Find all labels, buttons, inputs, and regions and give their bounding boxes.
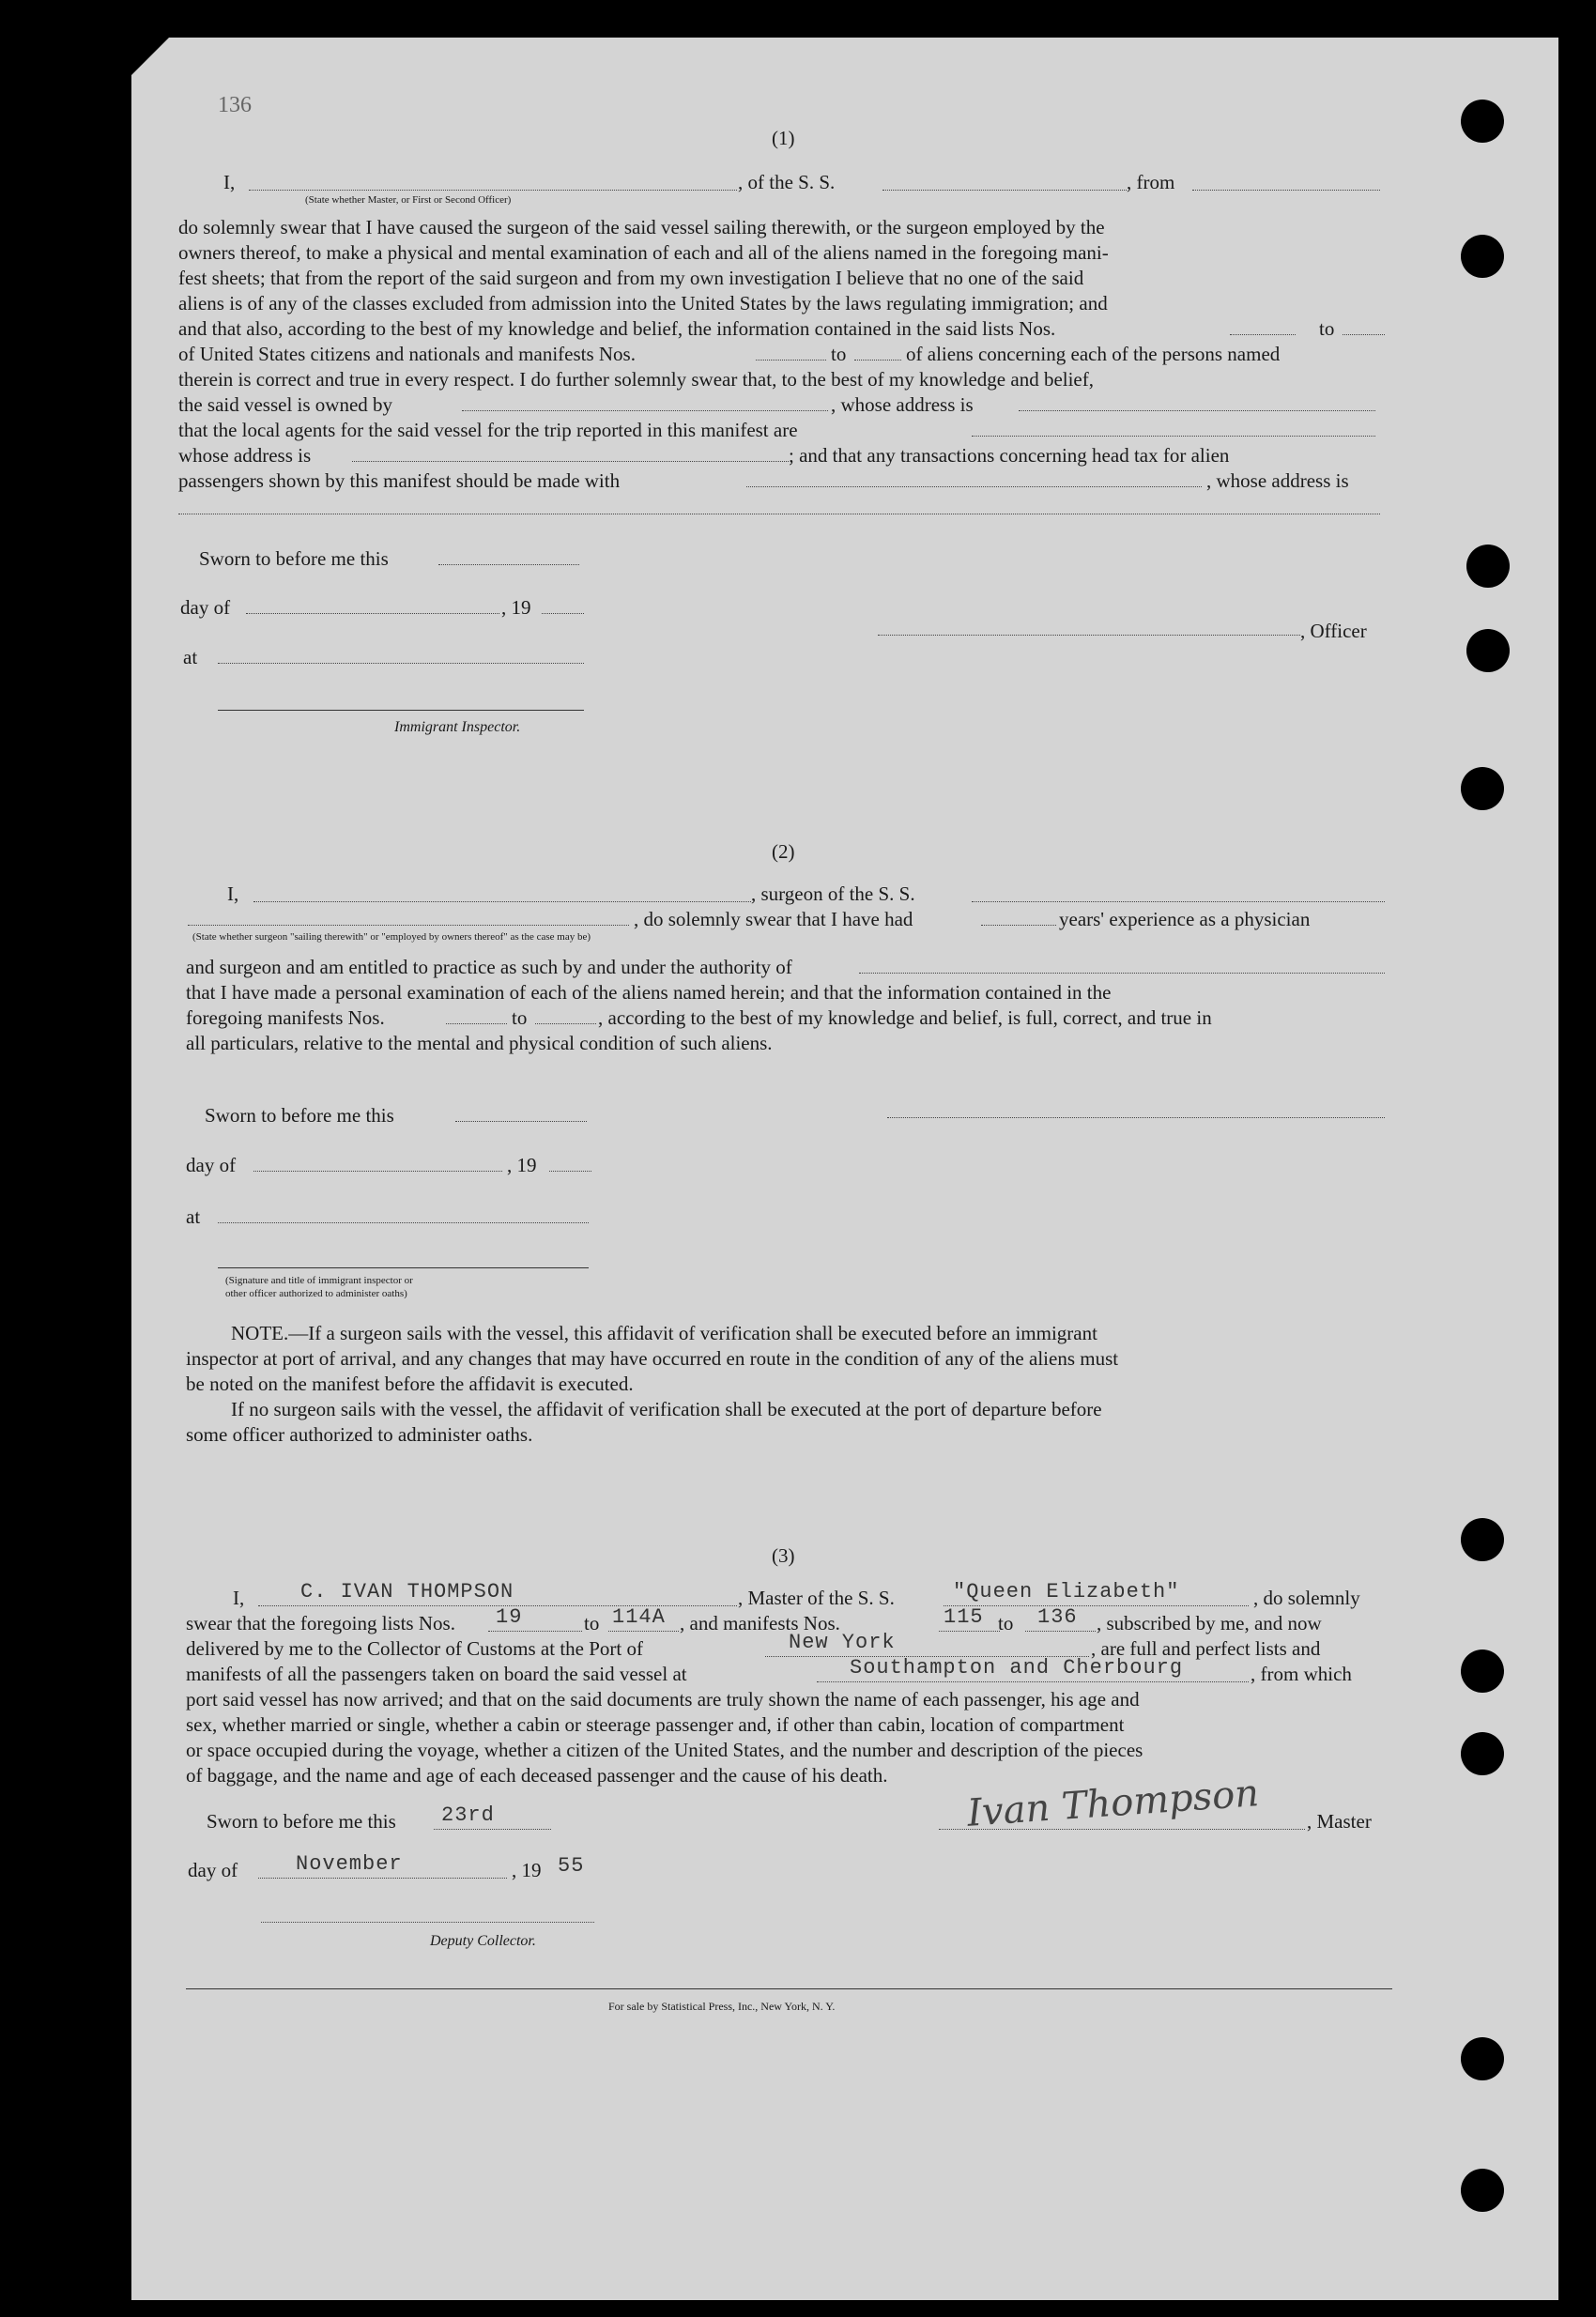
s3-line-8: of baggage, and the name and age of each deceased passenger and the cause of his death. [186, 1764, 888, 1787]
s1-whose-address-2: , whose address is [1206, 469, 1349, 492]
s1-para-line-4: aliens is of any of the classes excluded from admission into the United States by the laws regulating immigration; and [178, 292, 1108, 315]
s1-name-blank [249, 190, 737, 191]
binder-hole-2 [1461, 235, 1504, 278]
s2-years-blank [981, 925, 1056, 926]
section-2-heading: (2) [772, 840, 795, 863]
s3-list-from: 19 [496, 1605, 523, 1629]
s3-man-to: 136 [1037, 1605, 1078, 1629]
page-number-note: 136 [218, 93, 252, 117]
s3-list-to: 114A [612, 1605, 666, 1629]
s1-to-word-1: to [1319, 317, 1335, 340]
s2-to-word: to [512, 1006, 528, 1029]
s3-deputy-label: Deputy Collector. [430, 1933, 536, 1949]
s1-agents-blank [972, 436, 1375, 437]
s2-line-3: foregoing manifests Nos. [186, 1006, 385, 1029]
section-1-heading: (1) [772, 127, 795, 149]
s2-years: years' experience as a physician [1059, 908, 1311, 930]
s1-para-line-3: fest sheets; that from the report of the said surgeon and from my own investigation I believe that no one of the said [178, 267, 1084, 289]
s3-line-3a: delivered by me to the Collector of Customs at the Port of [186, 1637, 643, 1660]
s2-line-1: and surgeon and am entitled to practice as such by and under the authority of [186, 956, 792, 978]
s2-day-of: day of [186, 1154, 237, 1176]
s2-line-2: that I have made a personal examination of each of the aliens named herein; and that the information contained in the [186, 981, 1112, 1004]
s3-master-of: , Master of the S. S. [738, 1587, 895, 1609]
s1-inspector-label: Immigrant Inspector. [394, 719, 521, 735]
s2-note-line-5: some officer authorized to administer oaths. [186, 1423, 533, 1446]
s1-para-line-2: owners thereof, to make a physical and mental examination of each and all of the aliens named in the foregoing mani- [178, 241, 1109, 264]
s3-port: New York [789, 1631, 896, 1654]
s1-agent-address-blank [352, 461, 789, 462]
s2-surgeon-status-blank [188, 925, 629, 926]
binder-hole-1 [1461, 100, 1504, 143]
s3-man-from-blank [939, 1631, 1000, 1632]
s3-line-4a: manifests of all the passengers taken on board the said vessel at [186, 1663, 687, 1685]
s2-manifest-from-blank [446, 1023, 507, 1024]
s2-name-blank [253, 901, 751, 902]
s3-month-blank [258, 1878, 507, 1879]
s1-year-blank [542, 613, 584, 614]
s3-subscribed: , subscribed by me, and now [1097, 1612, 1322, 1634]
s1-whose-address: , whose address is [831, 393, 974, 416]
s2-month-blank [253, 1171, 502, 1172]
s3-departure-blank [817, 1681, 1249, 1682]
s1-to-word-2: to [831, 343, 847, 365]
s1-master-caption: (State whether Master, or First or Second Officer) [305, 194, 512, 206]
s1-para-line-11: passengers shown by this manifest should be made with [178, 469, 621, 492]
s1-sworn-label: Sworn to before me this [199, 547, 389, 570]
s1-aliens-text: of aliens concerning each of the persons named [906, 343, 1281, 365]
s1-month-blank [246, 613, 499, 614]
s2-at: at [186, 1205, 201, 1228]
s2-note-line-1: NOTE.—If a surgeon sails with the vessel, this affidavit of verification shall be executed before an immigrant [231, 1322, 1097, 1344]
s1-of-ss: , of the S. S. [738, 171, 836, 193]
s3-list-from-blank [488, 1631, 582, 1632]
s1-from-blank [1192, 190, 1380, 191]
s3-deputy-blank [261, 1922, 594, 1923]
s3-and-manifests: , and manifests Nos. [680, 1612, 840, 1634]
s2-note-line-3: be noted on the manifest before the affidavit is executed. [186, 1373, 634, 1395]
s1-officer-label: , Officer [1300, 620, 1367, 642]
s1-at: at [183, 646, 198, 668]
s1-para-line-5: and that also, according to the best of my knowledge and belief, the information contained in the said lists Nos. [178, 317, 1056, 340]
s1-owner-blank [462, 410, 828, 411]
s2-caption: (State whether surgeon "sailing therewith" or "employed by owners thereof" as the case may be) [192, 931, 591, 943]
footer-rule [186, 1988, 1392, 1989]
binder-hole-5 [1461, 767, 1504, 810]
s3-year-prefix: , 19 [512, 1859, 542, 1881]
s3-ship-blank [944, 1605, 1249, 1606]
s1-from: , from [1127, 171, 1175, 193]
s3-list-to-blank [608, 1631, 679, 1632]
binder-hole-7 [1461, 1650, 1504, 1693]
s2-i-label: I, [227, 882, 239, 905]
binder-hole-8 [1461, 1732, 1504, 1775]
s2-ship-blank [972, 901, 1385, 902]
s3-line-4b: , from which [1251, 1663, 1352, 1685]
s2-signature-blank [887, 1117, 1385, 1118]
binder-hole-4 [1466, 629, 1510, 672]
s3-ship-name: "Queen Elizabeth" [953, 1580, 1180, 1603]
s1-at-blank [218, 663, 584, 664]
s3-year-suffix: 55 [558, 1854, 585, 1878]
s1-sworn-blank [438, 564, 579, 565]
s1-day-of: day of [180, 596, 231, 619]
s3-day-of: day of [188, 1859, 238, 1881]
s2-sig-caption-2: other officer authorized to administer oaths) [225, 1288, 407, 1299]
s2-sworn-blank [455, 1121, 587, 1122]
s2-year-label: , 19 [507, 1154, 537, 1176]
s1-manifest-from-blank [756, 360, 826, 361]
s2-sworn-line: , do solemnly swear that I have had [634, 908, 913, 930]
s3-sworn-label: Sworn to before me this [207, 1810, 396, 1833]
binder-hole-9 [1461, 2037, 1504, 2080]
s1-year-label: , 19 [501, 596, 531, 619]
s3-man-from: 115 [944, 1605, 984, 1629]
s3-line-2a: swear that the foregoing lists Nos. [186, 1612, 455, 1634]
s2-according: , according to the best of my knowledge and belief, is full, correct, and true in [598, 1006, 1212, 1029]
s3-master-label: , Master [1307, 1810, 1372, 1833]
s3-master-sig-blank [939, 1829, 1305, 1830]
s1-manifest-to-blank [854, 360, 901, 361]
s2-year-blank [549, 1171, 591, 1172]
s2-sig-caption-1: (Signature and title of immigrant inspector or [225, 1275, 413, 1286]
s3-master-signature: Ivan Thompson [965, 1772, 1261, 1835]
s2-authority-blank [859, 973, 1385, 974]
s3-line-5: port said vessel has now arrived; and that on the said documents are truly shown the name of each passenger, his age and [186, 1688, 1140, 1711]
s3-line-6: sex, whether married or single, whether a cabin or steerage passenger and, if other than cabin, location of compartment [186, 1713, 1125, 1736]
s1-owner-address-blank [1019, 410, 1375, 411]
s1-para-line-7: therein is correct and true in every respect. I do further solemnly swear that, to the best of my knowledge and belief, [178, 368, 1094, 391]
s1-ship-blank [882, 190, 1127, 191]
s2-inspector-signature-line [218, 1267, 589, 1268]
s3-to-word-2: to [998, 1612, 1014, 1634]
s3-sworn-day: 23rd [441, 1803, 495, 1827]
s2-at-blank [218, 1222, 589, 1223]
s3-line-3b: , are full and perfect lists and [1091, 1637, 1321, 1660]
s1-headtax-blank [746, 486, 1202, 487]
s3-sworn-blank [434, 1829, 551, 1830]
s3-man-to-blank [1025, 1631, 1096, 1632]
s1-transactions-text: ; and that any transactions concerning head tax for alien [789, 444, 1230, 467]
s3-month: November [296, 1852, 403, 1876]
footer-imprint: For sale by Statistical Press, Inc., New York, N. Y. [608, 2000, 836, 2013]
binder-hole-6 [1461, 1518, 1504, 1561]
s1-para-line-10: whose address is [178, 444, 312, 467]
s3-line-7: or space occupied during the voyage, whether a citizen of the United States, and the number and description of the pieces [186, 1739, 1143, 1761]
s1-para-line-1: do solemnly swear that I have caused the surgeon of the said vessel sailing therewith, or the surgeon employed by the [178, 216, 1105, 238]
s3-to-word-1: to [584, 1612, 600, 1634]
s2-line-4: all particulars, relative to the mental and physical condition of such aliens. [186, 1032, 773, 1054]
s3-do-solemnly: , do solemnly [1253, 1587, 1360, 1609]
s1-i-label: I, [223, 171, 236, 193]
s1-inspector-signature-line [218, 710, 584, 711]
s2-note-line-4: If no surgeon sails with the vessel, the affidavit of verification shall be executed at the port of departure before [231, 1398, 1102, 1420]
s1-para-line-9: that the local agents for the said vessel for the trip reported in this manifest are [178, 419, 798, 441]
s2-manifest-to-blank [535, 1023, 596, 1024]
s1-officer-blank [878, 635, 1300, 636]
s1-lists-from-blank [1230, 334, 1296, 335]
binder-hole-10 [1461, 2169, 1504, 2212]
s1-para-line-6: of United States citizens and nationals and manifests Nos. [178, 343, 636, 365]
s2-surgeon-of: , surgeon of the S. S. [751, 882, 915, 905]
section-3-heading: (3) [772, 1544, 795, 1567]
s1-lists-to-blank [1343, 334, 1385, 335]
s2-note-line-2: inspector at port of arrival, and any changes that may have occurred en route in the condition of any of the aliens must [186, 1347, 1119, 1370]
binder-hole-3 [1466, 545, 1510, 588]
s3-i-label: I, [233, 1587, 245, 1609]
s2-sworn-label: Sworn to before me this [205, 1104, 394, 1127]
s3-master-name: C. IVAN THOMPSON [300, 1580, 514, 1603]
s1-para-line-8: the said vessel is owned by [178, 393, 393, 416]
s3-departure-ports: Southampton and Cherbourg [850, 1656, 1184, 1680]
